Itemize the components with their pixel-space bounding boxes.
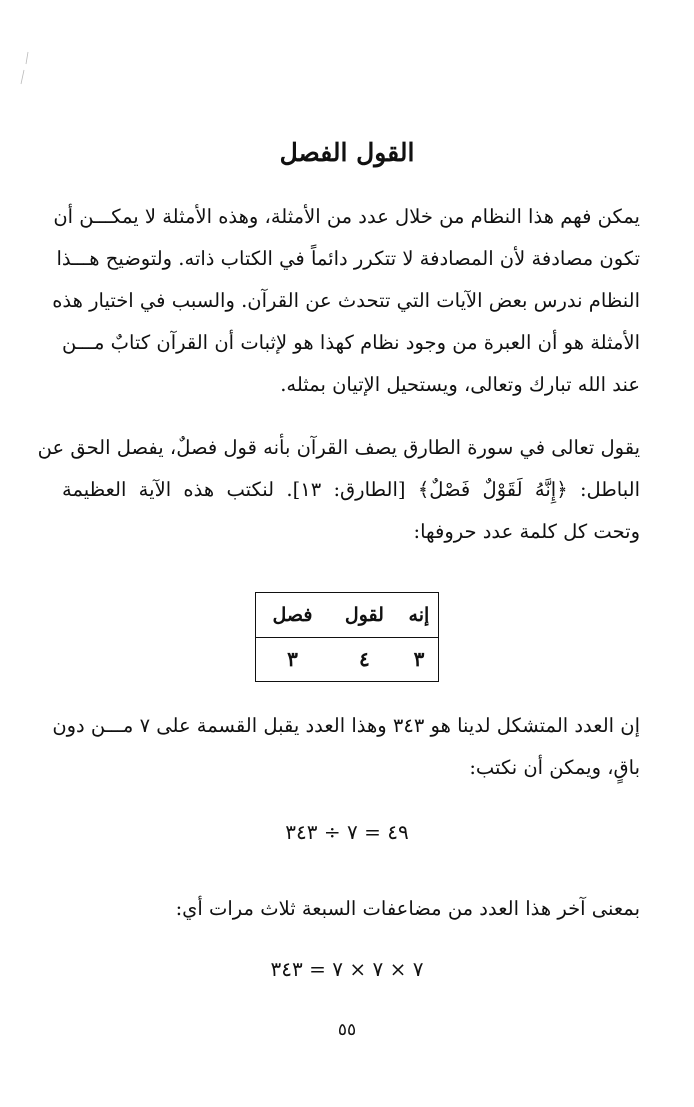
table-cell-word: فصل	[256, 593, 329, 638]
equation-division: ٤٩ = ٧ ÷ ٣٤٣	[285, 820, 409, 844]
table-cell-count: ٤	[329, 637, 400, 682]
table-cell-count: ٣	[256, 637, 329, 682]
table-row-counts	[256, 637, 439, 682]
text-line: الأمثلة هو أن العبرة من وجود نظام كهذا هو لإثبات أن القرآن كتابٌ مـــن	[62, 331, 640, 354]
letter-count-table	[255, 592, 439, 682]
table-cell-word: إنه	[400, 593, 439, 638]
text-line: عند الله تبارك وتعالى، ويستحيل الإتيان بمثله.	[280, 373, 640, 396]
margin-scribble-mark	[18, 50, 32, 90]
section-title: القول الفصل	[279, 138, 415, 167]
text-line: يمكن فهم هذا النظام من خلال عدد من الأمثلة، وهذه الأمثلة لا يمكـــن أن	[53, 205, 640, 228]
page-number: ٥٥	[337, 1020, 357, 1040]
text-line: إن العدد المتشكل لدينا هو ٣٤٣ وهذا العدد يقبل القسمة على ٧ مـــن دون	[52, 714, 640, 737]
text-line: بمعنى آخر هذا العدد من مضاعفات السبعة ثلاث مرات أي:	[175, 897, 640, 920]
equation-multiplication: ٧ × ٧ × ٧ = ٣٤٣	[270, 957, 424, 981]
text-line: يقول تعالى في سورة الطارق يصف القرآن بأنه قول فصلٌ، يفصل الحق عن	[37, 436, 640, 459]
text-line: باقٍ، ويمكن أن نكتب:	[469, 756, 640, 779]
paragraph-intro	[52, 196, 640, 406]
paragraph-verse	[37, 427, 640, 553]
paragraph-multiples	[62, 888, 640, 930]
table-row-words	[256, 593, 439, 638]
text-line: وتحت كل كلمة عدد حروفها:	[413, 520, 640, 543]
text-line: تكون مصادفة لأن المصادفة لا تتكرر دائماً في الكتاب ذاته. ولتوضيح هـــذا	[56, 247, 640, 270]
text-line: الباطل: ﴿إِنَّهُ لَقَوْلٌ فَصْلٌ﴾ [الطارق: ١٣]. لنكتب هذه الآية العظيمة	[62, 478, 640, 501]
table-cell-word: لقول	[329, 593, 400, 638]
text-line: النظام ندرس بعض الآيات التي تتحدث عن القرآن. والسبب في اختيار هذه	[52, 289, 640, 312]
paragraph-number	[52, 705, 640, 789]
table-cell-count: ٣	[400, 637, 439, 682]
